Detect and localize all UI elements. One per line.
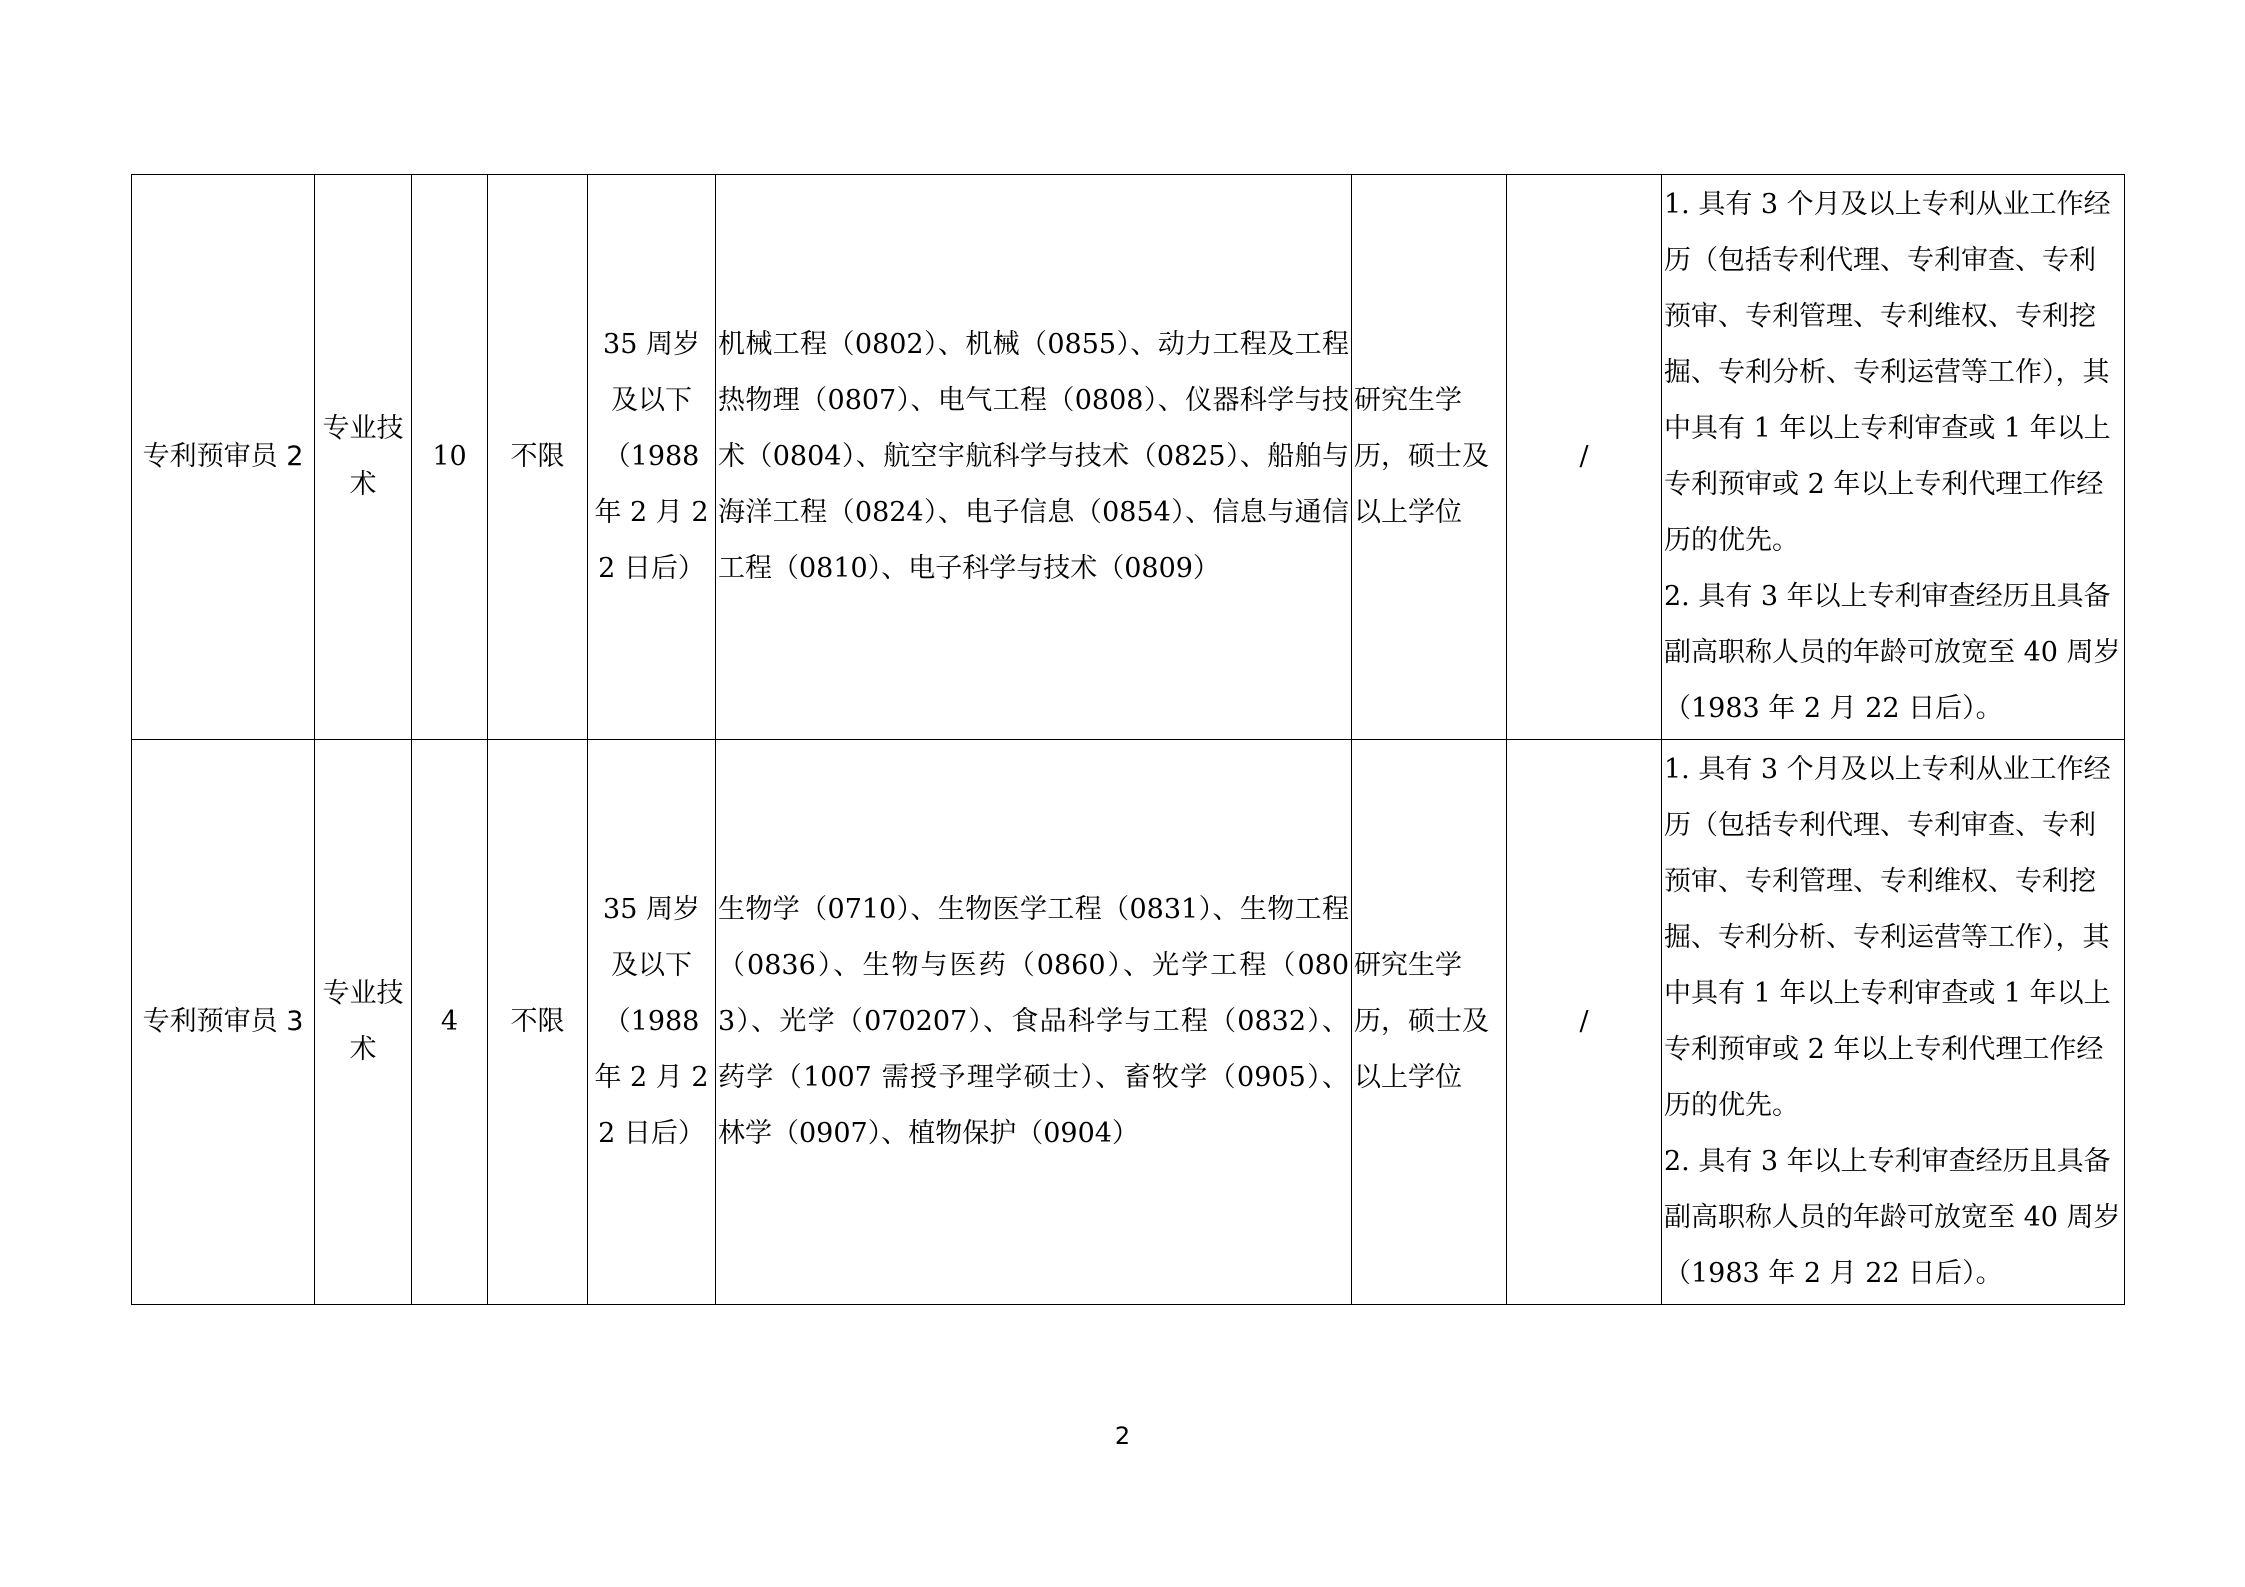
restriction: 不限	[488, 740, 588, 1305]
education-requirement: 研究生学历，硕士及以上学位	[1352, 175, 1507, 740]
position-name: 专利预审员 3	[132, 740, 315, 1305]
other-requirement: /	[1507, 175, 1662, 740]
hiring-count: 10	[412, 175, 488, 740]
table-row	[132, 175, 2125, 740]
notes-cell	[1662, 175, 2125, 740]
position-type: 专业技术	[315, 740, 412, 1305]
note-item: 2. 具有 3 年以上专利审查经历且具备副高职称人员的年龄可放宽至 40 周岁（1983 年 2 月 22 日后）。	[1664, 581, 2121, 724]
major-requirement: 机械工程（0802）、机械（0855）、动力工程及工程热物理（0807）、电气工程（0808）、仪器科学与技术（0804）、航空宇航科学与技术（0825）、船舶与海洋工程（0824）、电子信息（0854）、信息与通信工程（0810）、电子科学与技术（0809）	[716, 175, 1352, 740]
table-row	[132, 740, 2125, 1305]
restriction: 不限	[488, 175, 588, 740]
position-type: 专业技术	[315, 175, 412, 740]
note-item: 2. 具有 3 年以上专利审查经历且具备副高职称人员的年龄可放宽至 40 周岁（1983 年 2 月 22 日后）。	[1664, 1146, 2121, 1289]
note-item: 1. 具有 3 个月及以上专利从业工作经历（包括专利代理、专利审查、专利预审、专利管理、专利维权、专利挖掘、专利分析、专利运营等工作），其中具有 1 年以上专利审查或 1 年以上专利预审或 2 年以上专利代理工作经历的优先。	[1664, 189, 2111, 556]
page-number: 2	[1114, 1422, 1131, 1450]
other-requirement: /	[1507, 740, 1662, 1305]
age-requirement: 35 周岁及以下（1988 年 2 月 22 日后）	[588, 175, 716, 740]
notes-cell	[1662, 740, 2125, 1305]
major-requirement: 生物学（0710）、生物医学工程（0831）、生物工程（0836）、生物与医药（0860）、光学工程（0803）、光学（070207）、食品科学与工程（0832）、药学（1007 需授予理学硕士）、畜牧学（0905）、林学（0907）、植物保护（0904）	[716, 740, 1352, 1305]
hiring-count: 4	[412, 740, 488, 1305]
age-requirement: 35 周岁及以下（1988 年 2 月 22 日后）	[588, 740, 716, 1305]
position-name: 专利预审员 2	[132, 175, 315, 740]
positions-table	[131, 174, 2125, 1305]
education-requirement: 研究生学历，硕士及以上学位	[1352, 740, 1507, 1305]
note-item: 1. 具有 3 个月及以上专利从业工作经历（包括专利代理、专利审查、专利预审、专利管理、专利维权、专利挖掘、专利分析、专利运营等工作），其中具有 1 年以上专利审查或 1 年以上专利预审或 2 年以上专利代理工作经历的优先。	[1664, 754, 2111, 1121]
